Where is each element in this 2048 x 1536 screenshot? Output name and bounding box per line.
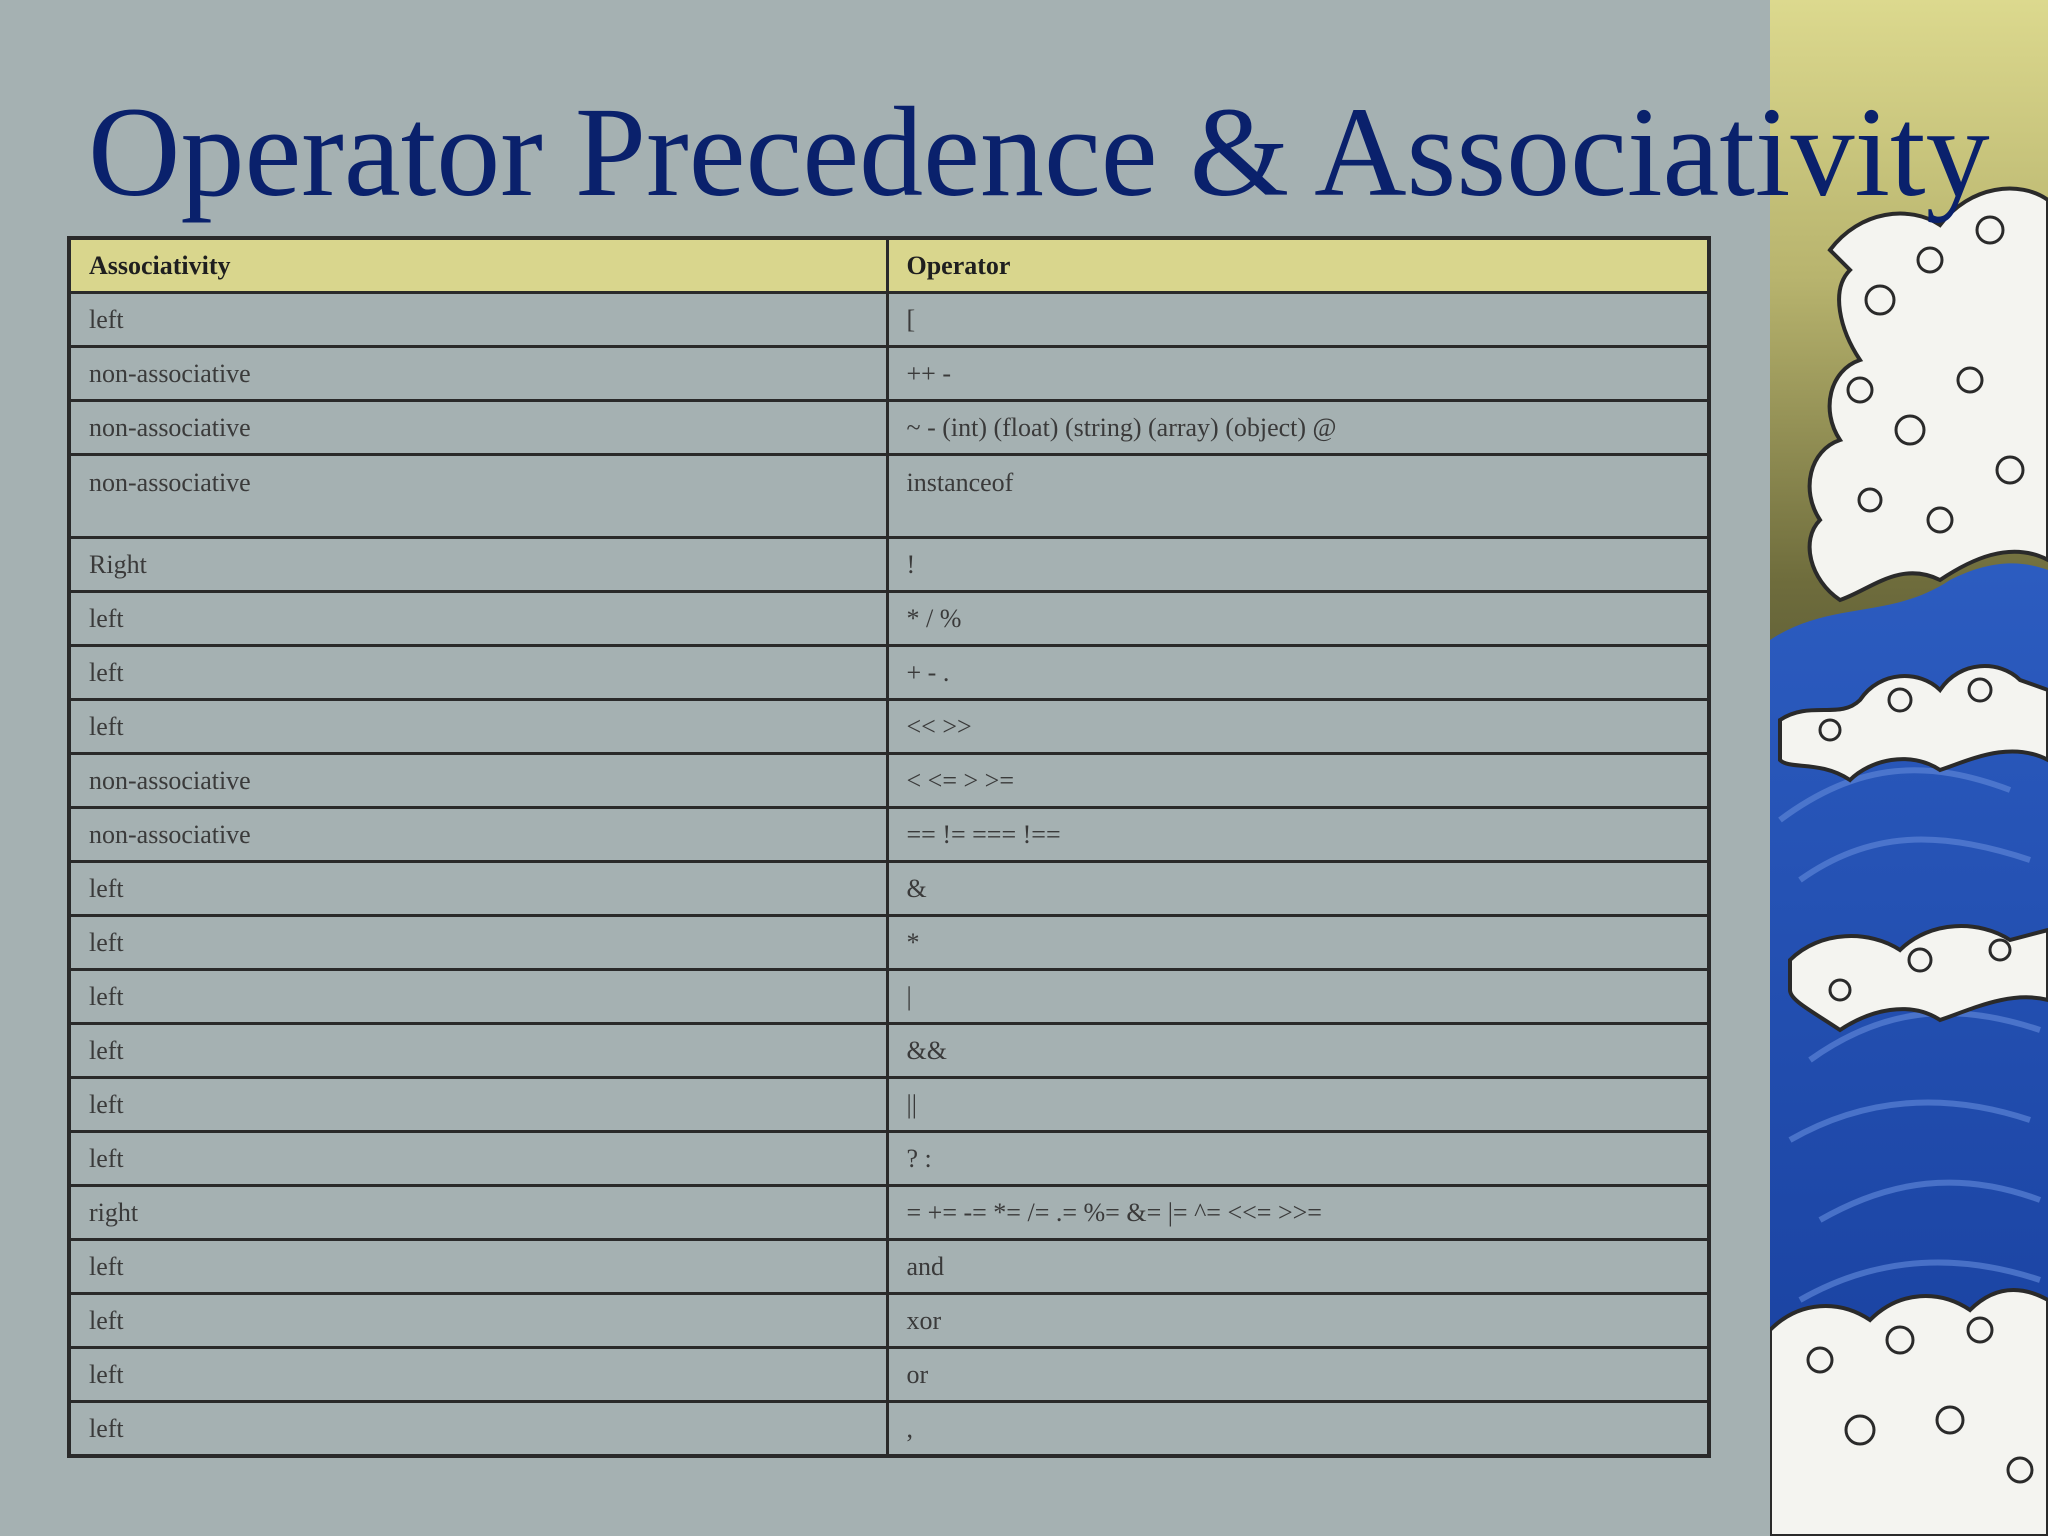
table-row xyxy=(69,808,1709,862)
cell-operator: * / % xyxy=(887,592,1709,646)
cell-associativity: left xyxy=(69,1078,887,1132)
cell-operator: or xyxy=(887,1348,1709,1402)
cell-associativity: left xyxy=(69,862,887,916)
wave-art xyxy=(1770,0,2048,1536)
cell-associativity: non-associative xyxy=(69,808,887,862)
slide-title: Operator Precedence & Associativity xyxy=(88,81,1990,223)
cell-operator: | xyxy=(887,970,1709,1024)
table-row xyxy=(69,1240,1709,1294)
cell-operator: * xyxy=(887,916,1709,970)
cell-operator: ? : xyxy=(887,1132,1709,1186)
cell-associativity: left xyxy=(69,592,887,646)
cell-operator: || xyxy=(887,1078,1709,1132)
table-row xyxy=(69,1186,1709,1240)
cell-operator: [ xyxy=(887,293,1709,347)
wave-illustration xyxy=(1770,0,2048,1536)
table-row xyxy=(69,1348,1709,1402)
cell-associativity: left xyxy=(69,970,887,1024)
cell-associativity: left xyxy=(69,700,887,754)
cell-associativity: left xyxy=(69,916,887,970)
cell-operator: & xyxy=(887,862,1709,916)
table-row xyxy=(69,1402,1709,1457)
cell-associativity: left xyxy=(69,646,887,700)
table-row xyxy=(69,1294,1709,1348)
table-row xyxy=(69,347,1709,401)
table-row xyxy=(69,862,1709,916)
cell-associativity: non-associative xyxy=(69,401,887,455)
cell-operator: = += -= *= /= .= %= &= |= ^= <<= >>= xyxy=(887,1186,1709,1240)
cell-associativity: left xyxy=(69,1024,887,1078)
table-row xyxy=(69,1024,1709,1078)
cell-operator: instanceof xyxy=(887,455,1709,538)
cell-operator: << >> xyxy=(887,700,1709,754)
cell-associativity: left xyxy=(69,1348,887,1402)
cell-operator: ~ - (int) (float) (string) (array) (object) @ xyxy=(887,401,1709,455)
table-row xyxy=(69,970,1709,1024)
table-row xyxy=(69,646,1709,700)
header-associativity: Associativity xyxy=(69,238,887,293)
cell-associativity: right xyxy=(69,1186,887,1240)
table-row xyxy=(69,538,1709,592)
precedence-table xyxy=(67,236,1711,1458)
cell-operator: < <= > >= xyxy=(887,754,1709,808)
cell-associativity: left xyxy=(69,1240,887,1294)
cell-associativity: left xyxy=(69,1294,887,1348)
table-row xyxy=(69,592,1709,646)
table-row xyxy=(69,916,1709,970)
table-row xyxy=(69,700,1709,754)
table-row xyxy=(69,455,1709,538)
cell-associativity: left xyxy=(69,1132,887,1186)
cell-operator: + - . xyxy=(887,646,1709,700)
cell-operator: xor xyxy=(887,1294,1709,1348)
cell-operator: , xyxy=(887,1402,1709,1457)
cell-operator: ! xyxy=(887,538,1709,592)
table-row xyxy=(69,401,1709,455)
table-row xyxy=(69,754,1709,808)
cell-associativity: Right xyxy=(69,538,887,592)
table-header-row xyxy=(69,238,1709,293)
cell-associativity: non-associative xyxy=(69,754,887,808)
cell-associativity: non-associative xyxy=(69,347,887,401)
cell-operator: == != === !== xyxy=(887,808,1709,862)
table-row xyxy=(69,1078,1709,1132)
cell-operator: and xyxy=(887,1240,1709,1294)
cell-associativity: non-associative xyxy=(69,455,887,538)
table-row xyxy=(69,1132,1709,1186)
cell-operator: ++ - xyxy=(887,347,1709,401)
cell-associativity: left xyxy=(69,293,887,347)
cell-operator: && xyxy=(887,1024,1709,1078)
table-row xyxy=(69,293,1709,347)
header-operator: Operator xyxy=(887,238,1709,293)
precedence-table-wrapper xyxy=(67,236,1707,1458)
cell-associativity: left xyxy=(69,1402,887,1457)
